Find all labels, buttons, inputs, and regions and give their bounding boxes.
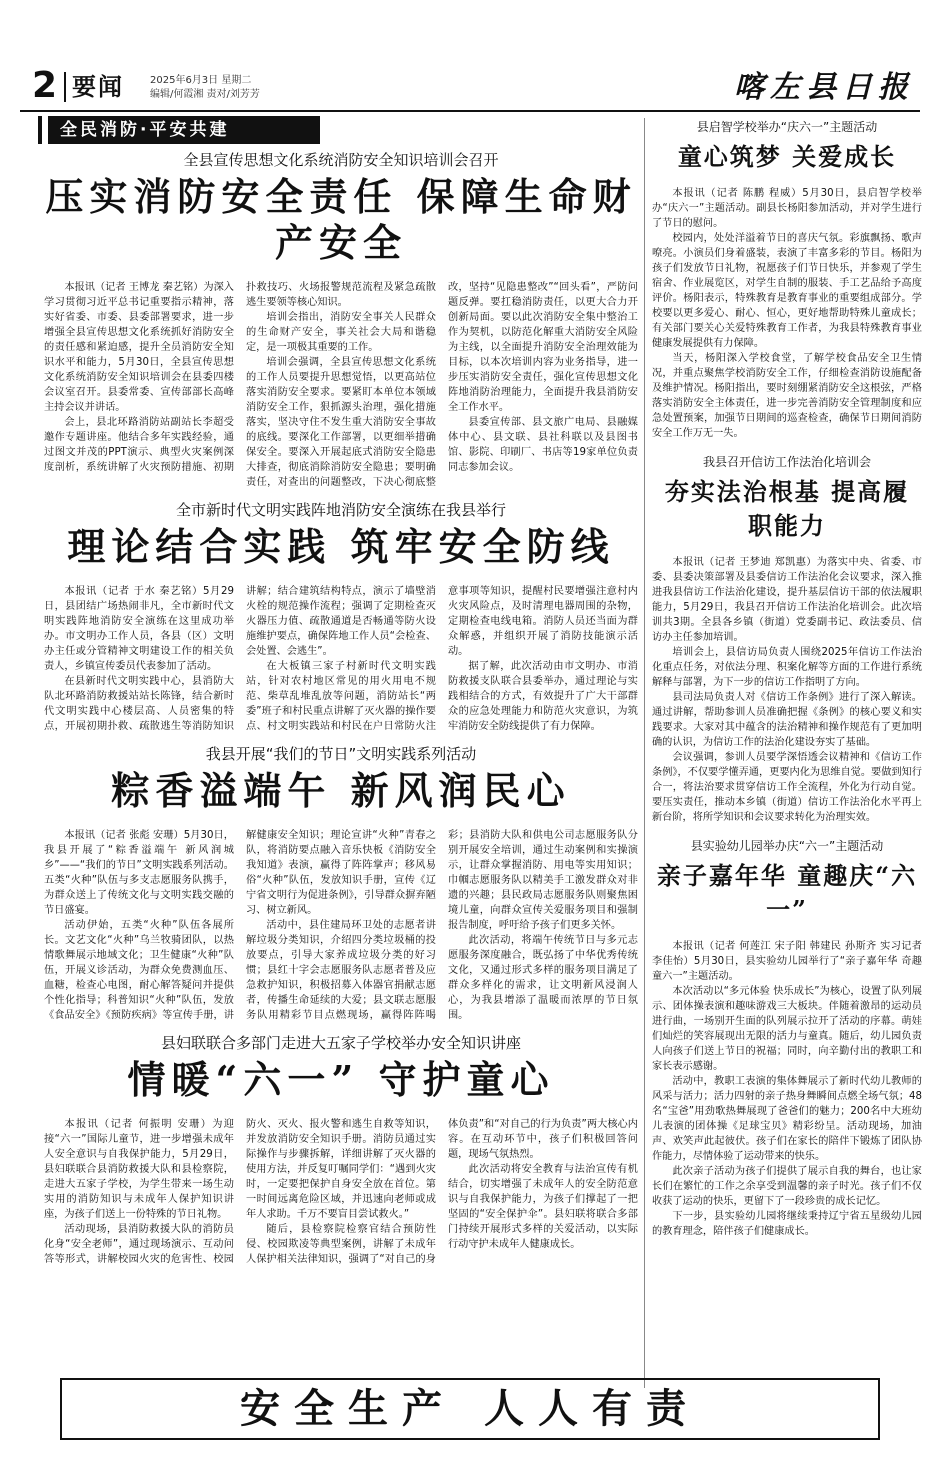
article-body <box>652 555 922 825</box>
page-number: 2 <box>32 65 58 106</box>
article-headline: 理论结合实践 筑牢安全防线 <box>67 524 615 569</box>
right-column <box>652 118 922 1251</box>
article-body <box>44 280 638 490</box>
footer-slogan-box <box>60 1378 880 1440</box>
article-paragraph: 随后，县检察院检察官结合预防性侵、校园欺凌等典型案例，讲解了未成年人保护相关法律知识，强调了“对自己的身体负责”和“对自己的行为负责”两大核心内容。在互动环节中，孩子们积极回答问题，现场气氛热烈。 <box>246 1119 638 1265</box>
article-paragraph: 本报讯（记者 王博龙 秦艺铭）为深入学习贯彻习近平总书记重要指示精神，落实好省委、市委、县委部署要求，进一步增强全县宣传思想文化系统抓好消防安全的责任感和紧迫感，提升全员消防安全知识水平和能力，5月30日，全县宣传思想文化系统消防安全知识培训会在县委四楼会议室召开。县委常委、宣传部部长高峰主持会议并讲话。 <box>44 282 234 413</box>
article-paragraph: 本报讯（记者 张彪 安珊）5月30日，我县开展了“粽香溢端午 新风润城乡”——“我们的节日”文明实践系列活动。五类“火种”队伍与多支志愿服务队携手，为群众送上了传统文化与文明实践交融的节日盛宴。 <box>44 830 234 916</box>
date-line: 2025年6月3日 星期二 <box>150 75 252 86</box>
article-paragraph: 县司法局负责人对《信访工作条例》进行了深入解读。通过讲解，帮助参训人员准确把握《条例》的核心要义和实践要求。大家对其中蕴含的法治精神和操作规范有了更加明确的认识，为信访工作的法治化建设夯实了基础。 <box>652 692 922 748</box>
article-paragraph: 当天，杨阳深入学校食堂，了解学校食品安全卫生情况，并重点聚焦学校消防安全工作，仔细检查消防设施配备及维护情况。杨阳指出，要时刻绷紧消防安全这根弦，严格落实消防安全主体责任，进一步完善消防安全管理制度和应急处置预案，加强节日期间的巡查检查，确保节日期间消防安全工作万无一失。 <box>652 353 922 439</box>
article-paragraph: 活动现场，县消防救援大队的消防员化身“安全老师”，通过现场演示、互动问答等形式，讲解校园火灾的危害性、校园防火、灭火、报火警和逃生自救等知识，并发放消防安全知识手册。消防员通过实际操作与步骤拆解，详细讲解了灭火器的使用方法，并反复叮嘱同学们：“遇到火灾时，一定要把保护自身安全放在首位。第一时间远离危险区域，并迅速向老师或成年人求助。千万不要盲目尝试救火。” <box>44 1119 436 1265</box>
footer-slogan: 安全生产 人人有责 <box>240 1386 700 1432</box>
masthead <box>20 66 920 112</box>
article-paragraph: 培训会强调，全县宣传思想文化系统的工作人员要提升思想觉悟，以更高站位落实消防安全要求。要紧盯本单位本领域消防安全工作，狠抓源头治理，强化措施落实，坚决守住不发生重大消防安全事故的底线。要深化工作部署，以更细举措确保安全。要深入开展起底式消防安全隐患大排查，彻底消除消防安全隐患；要明确责任，对查出的问题整改，下决心彻底整改，坚持“见隐患整改”“回头看”，严防问题反弹。要扛稳消防责任，以更大合力开创新局面。要以此次消防安全集中整治工作为契机，以防范化解重大消防安全风险为主线，以全面提升消防安全治理效能为目标，以本次培训内容为业务指导，进一步压实消防安全责任，强化宣传思想文化阵地消防治理能力，全面提升我县消防安全工作水平。 <box>246 282 638 488</box>
article-paragraph: 活动伊始，五类“火种”队伍各展所长。文艺文化“火种”乌兰牧骑团队，以热情歌舞展示地域文化；卫生健康“火种”队伍，开展义诊活动，为群众免费测血压、血糖，检查心电图，耐心解答疑问并提供个性化指导；科普知识“火种”队伍，发放《食品安全》《预防疾病》等宣传手册，讲解健康安全知识；理论宣讲“火种”青春之队，将消防要点融入音乐快板《消防安全我知道》表演，赢得了阵阵掌声；移风易俗“火种”队伍，发放知识手册，宣传《辽宁省文明行为促进条例》，引导群众摒弃陋习、树立新风。 <box>44 830 436 1021</box>
article-paragraph: 培训会上，县信访局负责人围绕2025年信访工作法治化重点任务，对依法分理、积案化解等方面的工作进行系统解释与部署，为下一步的信访工作指明了方向。 <box>652 647 922 688</box>
article-childrens-day-safety <box>44 1033 638 1267</box>
article-headline: 童心筑梦 关爱成长 <box>677 142 897 171</box>
article-paragraph: 本报讯（记者 何莲江 宋子阳 韩建民 孙斯齐 实习记者 李佳怡）5月30日，县实验幼儿园举行了“亲子嘉年华 奇趣童六一”主题活动。 <box>652 941 922 982</box>
section-banner <box>48 116 320 144</box>
article-paragraph: 本报讯（记者 王梦迪 郑凯惠）为落实中央、省委、市委、县委决策部署及县委信访工作法治化会议要求，深入推进我县信访工作法治化建设，提升基层信访干部的依法履职能力，5月29日，我县召开信访工作法治化培训会。此次培训共3期。全县各乡镇（街道）党委副书记、政法委员、信访办主任参加培训。 <box>652 557 922 643</box>
banner-text: 全民消防·平安共建 <box>60 120 230 140</box>
article-kicker: 县妇联联合多部门走进大五家子学校举办安全知识讲座 <box>160 1034 521 1052</box>
article-paragraph: 培训会指出，消防安全事关人民群众的生命财产安全，事关社会大局和谐稳定，是一项极其重要的工作。 <box>246 312 436 353</box>
article-paragraph: 活动中，县住建局环卫处的志愿者讲解垃圾分类知识，介绍四分类垃圾桶的投放要点，引导大家养成垃圾分类的好习惯；县红十字会志愿服务队志愿者普及应急救护知识，积极招募入体器官捐献志愿者，传播生命延续的大爱；县文联志愿服务队用精彩节目点燃现场，赢得阵阵喝彩；县消防大队和供电公司志愿服务队分别开展安全培训，通过生动案例和实操演示，让群众掌握消防、用电等实用知识；巾帼志愿服务队以精美手工激发群众对非遗的兴趣；县民政局志愿服务队则聚焦困境儿童，向群众宣传关爱服务项目和强制报告制度，呼吁给予孩子们更多关怀。 <box>246 830 638 1021</box>
article-paragraph: 在大板镇三家子村新时代文明实践站，针对农村地区常见的用火用电不规范、柴草乱堆乱放等问题，消防站长“两委”班子和村民重点讲解了灭火器的操作要点、村文明实践站和村民在户日常防火注意事项等知识，提醒村民要增强注意村内火灾风险点，及时清理电器周围的杂物，定期检查电线电箱。消防人员还当面为群众解惑，并组织开展了消防技能演示活动。 <box>246 586 638 732</box>
article-body <box>652 186 922 441</box>
masthead-divider <box>64 72 66 102</box>
article-paragraph: 县委宣传部、县文旅广电局、县融媒体中心、县文联、县社科联以及县图书馆、影院、印刷厂、书店等19家单位负责同志参加会议。 <box>448 417 638 473</box>
article-paragraph: 此次亲子活动为孩子们提供了展示自我的舞台，也让家长们在繁忙的工作之余享受到温馨的亲子时光。孩子们不仅收获了运动的快乐，更留下了一段珍贵的成长记忆。 <box>652 1166 922 1207</box>
article-headline: 压实消防安全责任 保障生命财产安全 <box>45 174 637 265</box>
article-paragraph: 本报讯（记者 于水 秦艺铭）5月29日，县团结广场热闹非凡，全市新时代文明实践阵地消防安全演练在这里成功举办。市文明办工作人员，各县（区）文明办主任或分管精神文明建设工作的相关负责人，乡镇宣传委员代表参加了活动。 <box>44 586 234 672</box>
article-fire-training <box>44 150 638 490</box>
article-body <box>44 1117 638 1267</box>
left-column <box>44 150 638 1277</box>
editor-line: 编辑/何霞湘 责对/刘芳芳 <box>150 89 260 100</box>
article-paragraph: 活动中，教职工表演的集体舞展示了新时代幼儿教师的风采与活力；活力四射的亲子热身舞瞬间点燃全场气氛；48名“宝爸”用劲歌热舞展现了爸爸们的魅力；200名中大班幼儿表演的团体操《足球宝贝》精彩纷呈。活动现场，加油声、欢笑声此起彼伏。孩子们在家长的陪伴下锻炼了团队协作能力，尽情体验了运动带来的快乐。 <box>652 1076 922 1162</box>
article-body <box>44 584 638 734</box>
article-kicker: 我县召开信访工作法治化培训会 <box>702 455 871 469</box>
article-body <box>44 828 638 1023</box>
article-paragraph: 会议强调，参训人员要学深悟透会议精神和《信访工作条例》，不仅要学懂弄通，更要内化为思维自觉。要做到知行合一，将法治要求贯穿信访工作全流程，外化为行动自觉。要压实责任，推动本乡镇（街道）信访工作法治化水平再上新台阶，将所学知识和会议要求转化为治理实效。 <box>652 752 922 823</box>
article-fire-drill <box>44 500 638 734</box>
article-kicker: 全市新时代文明实践阵地消防安全演练在我县举行 <box>175 501 506 519</box>
article-paragraph: 此次活动，将端午传统节日与多元志愿服务深度融合，既弘扬了中华优秀传统文化，又通过形式多样的服务项目满足了群众多样化的需求，让文明新风浸润人心，为我县增添了温暖而浓厚的节日氛围。 <box>448 935 638 1021</box>
issue-meta <box>150 74 260 102</box>
article-paragraph: 此次活动将安全教育与法治宣传有机结合，切实增强了未成年人的安全防范意识与自我保护能力，为孩子们撑起了一把坚固的“安全保护伞”。县妇联将联合多部门持续开展形式多样的关爱活动，以实际行动守护未成年人健康成长。 <box>448 1164 638 1250</box>
article-paragraph: 本报讯（记者 陈鹏 程威）5月30日，县启智学校举办“庆六一”主题活动。副县长杨阳参加活动，并对学生进行了节日的慰问。 <box>652 188 922 229</box>
article-headline: 情暖“六一” 守护童心 <box>127 1057 555 1102</box>
article-special-school <box>652 118 922 441</box>
article-paragraph: 本报讯（记者 何振明 安珊）为迎接“六一”国际儿童节，进一步增强未成年人安全意识与自我保护能力，5月29日，县妇联联合县消防救援大队和县检察院，走进大五家子学校，为学生带来一场生动实用的消防知识与未成年人保护知识讲座，为孩子们送上一份特殊的节日礼物。 <box>44 1119 234 1220</box>
article-headline: 亲子嘉年华 童趣庆“六一” <box>656 861 918 924</box>
article-kicker: 县实验幼儿园举办庆“六一”主题活动 <box>690 839 884 853</box>
article-headline: 夯实法治根基 提高履职能力 <box>664 477 910 540</box>
article-paragraph: 据了解，此次活动由市文明办、市消防救援支队联合县委举办，通过理论与实践相结合的方式，有效提升了广大干部群众的应急处理能力和防范火灾意识，为筑牢消防安全防线提供了有力保障。 <box>448 661 638 732</box>
article-kicker: 我县开展“我们的节日”文明实践系列活动 <box>205 745 477 763</box>
article-kindergarten <box>652 837 922 1239</box>
article-body <box>652 939 922 1239</box>
article-dragon-boat <box>44 744 638 1023</box>
article-petition-training <box>652 453 922 825</box>
column-divider <box>644 118 645 1388</box>
article-kicker: 县启智学校举办“庆六一”主题活动 <box>696 120 878 134</box>
article-paragraph: 校园内，处处洋溢着节日的喜庆气氛。彩旗飘扬、歌声嘹亮。小演员们身着盛装，表演了丰富多彩的节目。杨阳为孩子们发放节日礼物，祝愿孩子们节日快乐，并参观了学生宿舍、作业展览区，对学生自制的服装、手工艺品给予高度评价。杨阳表示，特殊教育是教育事业的重要组成部分。学校要以更多爱心、耐心、恒心，更好地帮助特殊儿童成长；有关部门要关心关爱特殊教育工作者，为我县特殊教育事业健康发展提供有力保障。 <box>652 233 922 349</box>
article-paragraph: 在县新时代文明实践中心，县消防大队北环路消防救援站站长陈锋，结合新时代文明实践中心楼层高、人员密集的特点，开展初期扑救、疏散逃生等消防知识讲解；结合建筑结构特点，演示了墙壁消火栓的规范操作流程；强调了定期检查灭火器压力值、疏散通道是否畅通等防火设施维护要点，确保阵地工作人员“会检查、会处置、会逃生”。 <box>44 586 436 732</box>
article-paragraph: 下一步，县实验幼儿园将继续秉持辽宁省五星级幼儿园的教育理念，陪伴孩子们健康成长。 <box>652 1211 922 1237</box>
article-headline: 粽香溢端午 新风润民心 <box>111 768 571 813</box>
article-paragraph: 本次活动以“多元体验 快乐成长”为核心，设置了队列展示、团体操表演和趣味游戏三大板块。伴随着激昂的运动员进行曲，一场别开生面的队列展示拉开了活动的序幕。萌娃们灿烂的笑容展现出无限的活力与童真。随后，幼儿园负责人向孩子们送上节日的祝福；同时，向辛勤付出的教职工和家长表示感谢。 <box>652 986 922 1072</box>
section-name: 要闻 <box>72 73 124 101</box>
paper-logo: 喀左县日报 <box>734 70 914 105</box>
article-paragraph: 会上，县北环路消防站副站长李超受邀作专题讲座。他结合多年实践经验，通过图文并茂的PPT演示、典型火灾案例深度剖析，系统讲解了火灾预防措施、初期扑救技巧、火场报警规范流程及紧急疏散逃生要领等核心知识。 <box>44 282 436 473</box>
article-kicker: 全县宣传思想文化系统消防安全知识培训会召开 <box>183 151 499 169</box>
